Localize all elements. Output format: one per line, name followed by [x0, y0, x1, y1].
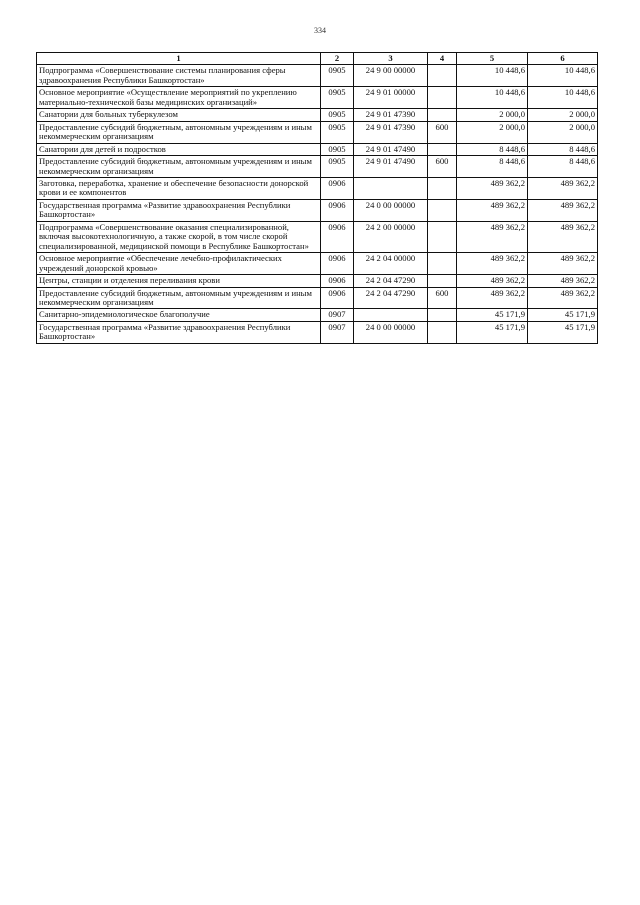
amount-col5-cell: 2 000,0: [457, 121, 528, 143]
section-code-cell: 0906: [321, 287, 354, 309]
row-name-cell: Санатории для больных туберкулезом: [37, 109, 321, 121]
table-body: [37, 65, 598, 343]
target-article-cell: 24 2 04 00000: [354, 253, 428, 275]
amount-col6-cell: 10 448,6: [528, 65, 598, 87]
amount-col6-cell: 489 362,2: [528, 253, 598, 275]
section-code-cell: 0906: [321, 275, 354, 287]
amount-col6-cell: 45 171,9: [528, 321, 598, 343]
amount-col6-cell: 8 448,6: [528, 156, 598, 178]
budget-table: [36, 52, 598, 344]
amount-col6-cell: 489 362,2: [528, 275, 598, 287]
target-article-cell: [354, 177, 428, 199]
table-row: [37, 143, 598, 155]
row-name-cell: Подпрограмма «Совершенствование оказания специализированной, включая высокотехнологичную, а также скорой, в том числе скорой специализированной, медицинской помощи в Республике Башкортостан»: [37, 221, 321, 252]
row-name-cell: Санитарно-эпидемиологическое благополучие: [37, 309, 321, 321]
expense-type-cell: [428, 109, 457, 121]
row-name-cell: Основное мероприятие «Обеспечение лечебно-профилактических учреждений донорской кровью»: [37, 253, 321, 275]
table-row: [37, 109, 598, 121]
target-article-cell: 24 9 01 47490: [354, 156, 428, 178]
amount-col6-cell: 2 000,0: [528, 109, 598, 121]
table-row: [37, 309, 598, 321]
expense-type-cell: [428, 221, 457, 252]
page-number: 334: [314, 26, 326, 35]
row-name-cell: Центры, станции и отделения переливания крови: [37, 275, 321, 287]
amount-col5-cell: 45 171,9: [457, 321, 528, 343]
section-code-cell: 0906: [321, 253, 354, 275]
amount-col5-cell: 2 000,0: [457, 109, 528, 121]
row-name-cell: Предоставление субсидий бюджетным, автономным учреждениям и иным некоммерческим организациям: [37, 287, 321, 309]
expense-type-cell: [428, 65, 457, 87]
header-col-5: 5: [457, 53, 528, 65]
table-row: [37, 156, 598, 178]
expense-type-cell: [428, 253, 457, 275]
expense-type-cell: [428, 275, 457, 287]
table-row: [37, 287, 598, 309]
section-code-cell: 0907: [321, 321, 354, 343]
amount-col6-cell: 489 362,2: [528, 221, 598, 252]
target-article-cell: 24 2 00 00000: [354, 221, 428, 252]
row-name-cell: Подпрограмма «Совершенствование системы планирования сферы здравоохранения Республики Башкортостан»: [37, 65, 321, 87]
target-article-cell: 24 2 04 47290: [354, 275, 428, 287]
section-code-cell: 0906: [321, 177, 354, 199]
section-code-cell: 0905: [321, 156, 354, 178]
amount-col6-cell: 45 171,9: [528, 309, 598, 321]
row-name-cell: Основное мероприятие «Осуществление мероприятий по укреплению материально-технической базы медицинских организаций»: [37, 87, 321, 109]
amount-col5-cell: 489 362,2: [457, 287, 528, 309]
amount-col6-cell: 489 362,2: [528, 177, 598, 199]
amount-col6-cell: 489 362,2: [528, 199, 598, 221]
target-article-cell: 24 2 04 47290: [354, 287, 428, 309]
row-name-cell: Государственная программа «Развитие здравоохранения Республики Башкортостан»: [37, 199, 321, 221]
table-row: [37, 321, 598, 343]
target-article-cell: 24 0 00 00000: [354, 199, 428, 221]
target-article-cell: 24 9 01 47390: [354, 121, 428, 143]
row-name-cell: Заготовка, переработка, хранение и обеспечение безопасности донорской крови и ее компонентов: [37, 177, 321, 199]
expense-type-cell: [428, 87, 457, 109]
amount-col5-cell: 8 448,6: [457, 156, 528, 178]
amount-col5-cell: 10 448,6: [457, 65, 528, 87]
expense-type-cell: [428, 143, 457, 155]
expense-type-cell: 600: [428, 156, 457, 178]
section-code-cell: 0905: [321, 87, 354, 109]
section-code-cell: 0905: [321, 143, 354, 155]
section-code-cell: 0905: [321, 121, 354, 143]
amount-col5-cell: 489 362,2: [457, 177, 528, 199]
amount-col6-cell: 8 448,6: [528, 143, 598, 155]
header-col-4: 4: [428, 53, 457, 65]
amount-col5-cell: 8 448,6: [457, 143, 528, 155]
row-name-cell: Государственная программа «Развитие здравоохранения Республики Башкортостан»: [37, 321, 321, 343]
target-article-cell: [354, 309, 428, 321]
target-article-cell: 24 0 00 00000: [354, 321, 428, 343]
expense-type-cell: [428, 177, 457, 199]
row-name-cell: Предоставление субсидий бюджетным, автономным учреждениям и иным некоммерческим организациям: [37, 121, 321, 143]
table-row: [37, 177, 598, 199]
row-name-cell: Санатории для детей и подростков: [37, 143, 321, 155]
amount-col5-cell: 45 171,9: [457, 309, 528, 321]
amount-col5-cell: 489 362,2: [457, 199, 528, 221]
table-row: [37, 253, 598, 275]
header-col-6: 6: [528, 53, 598, 65]
expense-type-cell: 600: [428, 287, 457, 309]
target-article-cell: 24 9 01 47390: [354, 109, 428, 121]
row-name-cell: Предоставление субсидий бюджетным, автономным учреждениям и иным некоммерческим организациям: [37, 156, 321, 178]
target-article-cell: 24 9 00 00000: [354, 65, 428, 87]
amount-col6-cell: 10 448,6: [528, 87, 598, 109]
header-col-1: 1: [37, 53, 321, 65]
amount-col5-cell: 10 448,6: [457, 87, 528, 109]
table-row: [37, 65, 598, 87]
expense-type-cell: 600: [428, 121, 457, 143]
amount-col5-cell: 489 362,2: [457, 221, 528, 252]
target-article-cell: 24 9 01 00000: [354, 87, 428, 109]
section-code-cell: 0906: [321, 199, 354, 221]
header-col-2: 2: [321, 53, 354, 65]
section-code-cell: 0905: [321, 109, 354, 121]
amount-col6-cell: 2 000,0: [528, 121, 598, 143]
section-code-cell: 0907: [321, 309, 354, 321]
header-col-3: 3: [354, 53, 428, 65]
amount-col5-cell: 489 362,2: [457, 253, 528, 275]
section-code-cell: 0906: [321, 221, 354, 252]
table-row: [37, 275, 598, 287]
table-header-row: [37, 53, 598, 65]
target-article-cell: 24 9 01 47490: [354, 143, 428, 155]
amount-col6-cell: 489 362,2: [528, 287, 598, 309]
table-row: [37, 87, 598, 109]
table-row: [37, 121, 598, 143]
expense-type-cell: [428, 199, 457, 221]
section-code-cell: 0905: [321, 65, 354, 87]
table-row: [37, 199, 598, 221]
table-row: [37, 221, 598, 252]
expense-type-cell: [428, 321, 457, 343]
expense-type-cell: [428, 309, 457, 321]
amount-col5-cell: 489 362,2: [457, 275, 528, 287]
